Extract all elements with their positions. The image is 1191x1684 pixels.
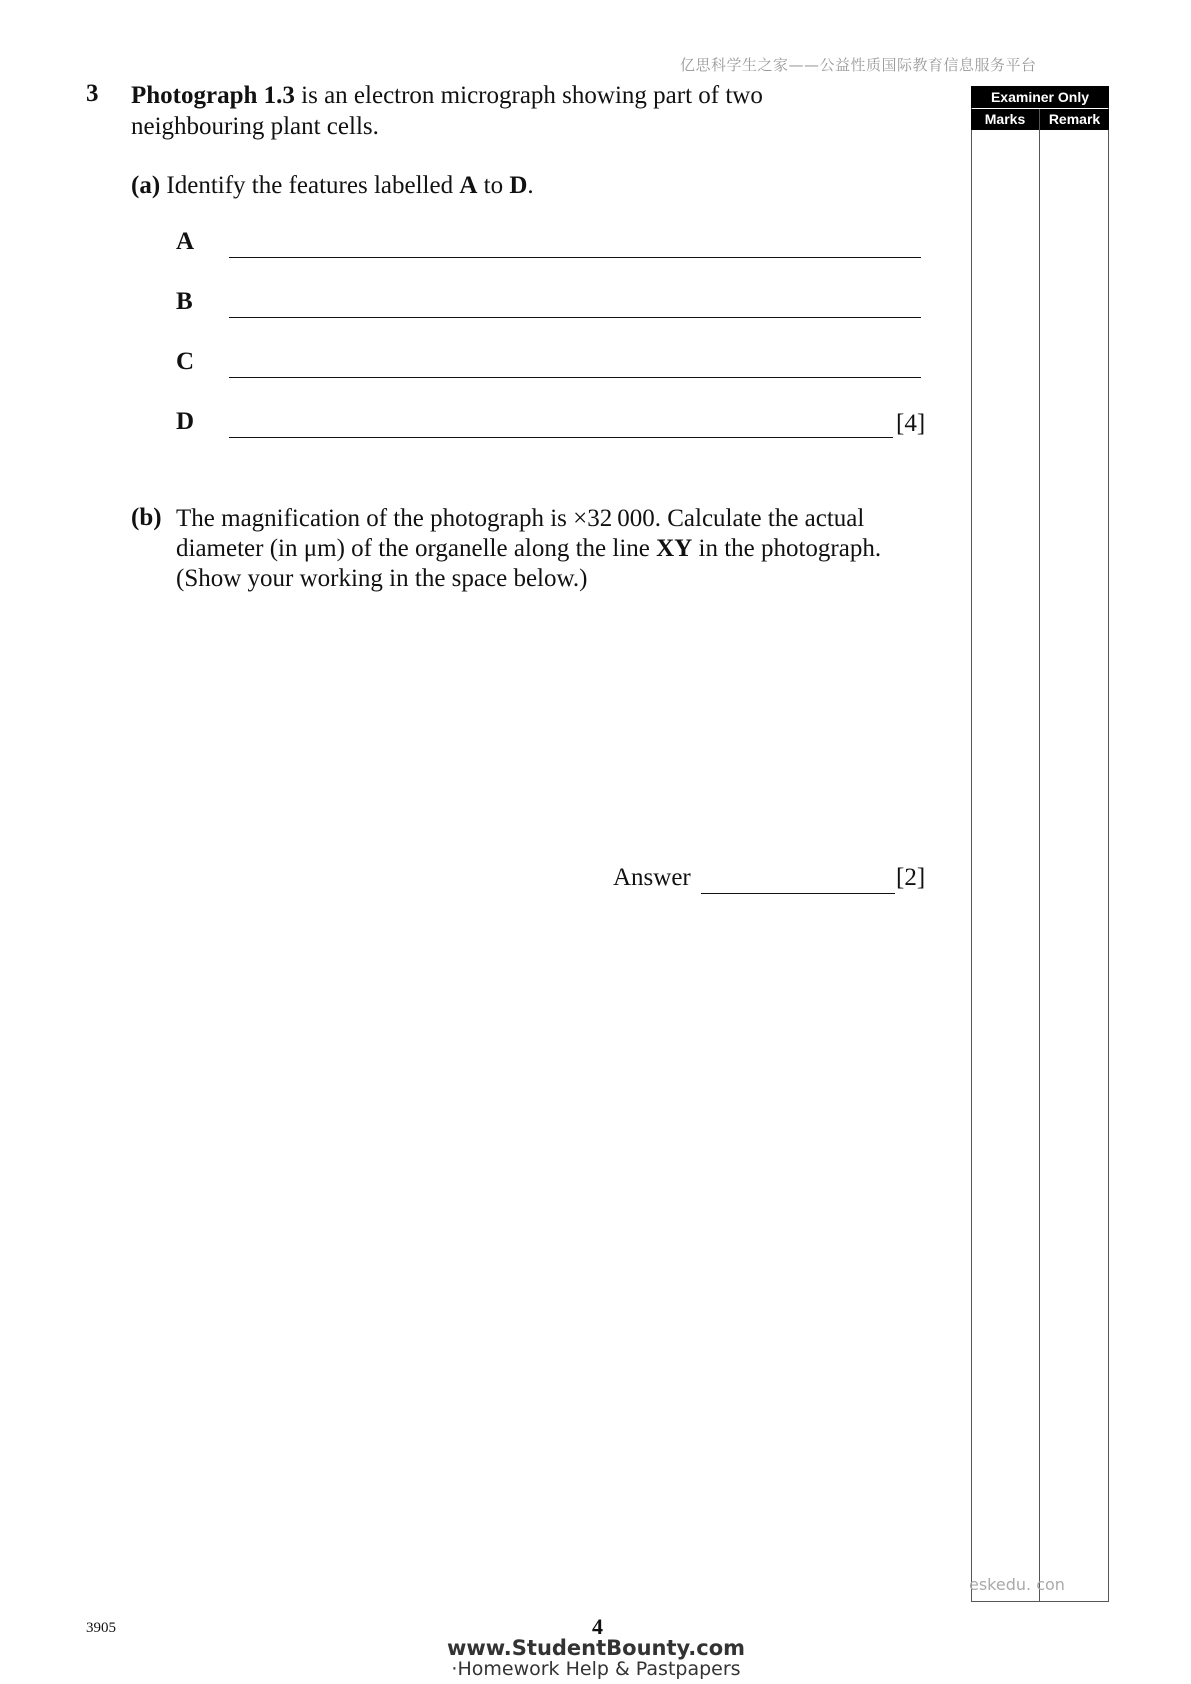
logo-url: www.StudentBounty.com xyxy=(446,1636,746,1660)
part-b-label: (b) xyxy=(131,504,162,531)
paper-code: 3905 xyxy=(86,1620,116,1636)
question-number: 3 xyxy=(86,80,99,107)
answer-row-d xyxy=(176,408,936,444)
part-a-prompt xyxy=(131,172,534,200)
answer-line[interactable] xyxy=(701,893,895,894)
page-number: 4 xyxy=(592,1614,603,1639)
answer-label: Answer xyxy=(613,864,691,891)
marks-column-header: Marks xyxy=(971,109,1039,130)
row-letter: C xyxy=(176,348,195,375)
part-b-text: The magnification of the photograph is ×32 000. Calculate the actual diameter (in μm) of the organelle along the line xyxy=(176,505,865,562)
logo-tagline: ·Homework Help & Pastpapers xyxy=(451,1658,741,1680)
answer-line-d[interactable] xyxy=(229,437,893,438)
answer-row-b-part xyxy=(613,864,935,900)
examiner-only-header: Examiner Only xyxy=(971,86,1109,108)
watermark-bottom: eskedu. con xyxy=(969,1575,1065,1594)
marks-allocation: [2] xyxy=(896,864,926,891)
answer-row-a xyxy=(176,228,936,264)
row-letter: D xyxy=(176,408,195,435)
answer-row-c xyxy=(176,348,936,384)
examiner-column-divider xyxy=(1039,109,1040,1601)
part-a-text-end: . xyxy=(527,172,534,199)
remark-column-header: Remark xyxy=(1040,109,1109,130)
part-b-text-end: in the photograph. (Show your working in the space below.) xyxy=(176,535,882,592)
answer-line-a[interactable] xyxy=(229,257,921,258)
examiner-columns xyxy=(971,109,1109,130)
intro-text: is an electron micrograph showing part of two neighbouring plant cells. xyxy=(131,82,763,140)
part-b-prompt xyxy=(176,504,936,594)
row-letter: A xyxy=(176,228,195,255)
answer-line-c[interactable] xyxy=(229,377,921,378)
line-xy-label: XY xyxy=(656,535,693,562)
answer-row-b xyxy=(176,288,936,324)
answer-line-b[interactable] xyxy=(229,317,921,318)
part-a-bold-d: D xyxy=(509,172,528,199)
marks-allocation: [4] xyxy=(896,410,926,437)
watermark-header: 亿思科学生之家——公益性质国际教育信息服务平台 xyxy=(680,56,1037,74)
studentbounty-logo xyxy=(446,1637,746,1679)
part-a-text: Identify the features labelled xyxy=(160,172,460,199)
examiner-box xyxy=(971,86,1109,1602)
row-letter: B xyxy=(176,288,193,315)
photo-reference: Photograph 1.3 xyxy=(131,82,295,109)
part-a-text-mid: to xyxy=(477,172,510,199)
part-a-label: (a) xyxy=(131,172,161,199)
part-a-bold-a: A xyxy=(459,172,478,199)
question-intro xyxy=(131,80,831,142)
